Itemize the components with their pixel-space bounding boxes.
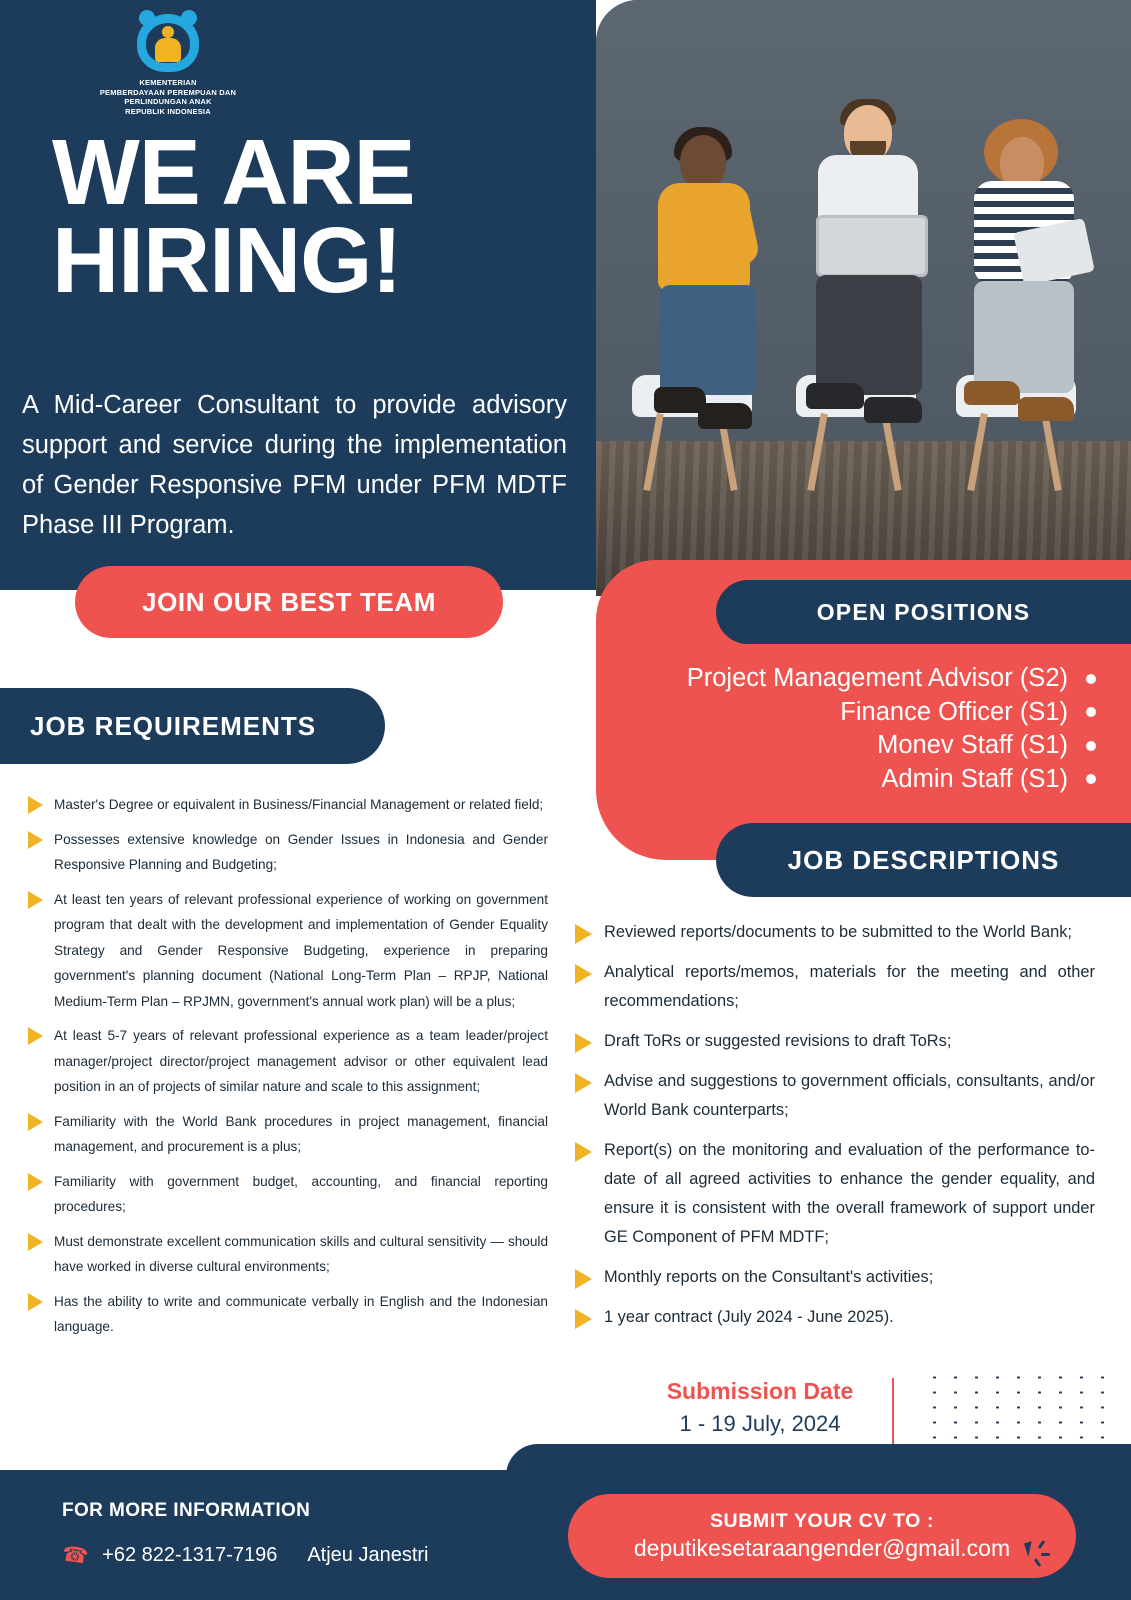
- position-label: Admin Staff (S1): [881, 764, 1068, 793]
- list-item: [596, 763, 1096, 797]
- list-item: [28, 1109, 548, 1160]
- list-item: [575, 1027, 1095, 1056]
- description-text: Analytical reports/memos, materials for the meeting and other recommendations;: [604, 963, 1095, 1010]
- list-item: [28, 1289, 548, 1340]
- job-descriptions-header: JOB DESCRIPTIONS: [716, 823, 1131, 897]
- triangle-bullet-icon: [28, 1233, 43, 1251]
- requirement-text: Must demonstrate excellent communication skills and cultural sensitivity — should have worked in diverse cultural environments;: [54, 1233, 548, 1274]
- bullet-dot-icon: [1086, 707, 1096, 717]
- requirement-text: At least ten years of relevant professional experience of working on government program that dealt with the development and implementation of Gender Equality Strategy and Gender Responsive Budgeting, experience in preparing government's planning document (National Long-Term Plan – RPJP, National Medium-Term Plan – RPJMN, government's annual work plan) will be a plus;: [54, 891, 548, 1009]
- list-item: [575, 918, 1095, 947]
- description-text: Monthly reports on the Consultant's activities;: [604, 1268, 934, 1286]
- join-our-best-team-button[interactable]: JOIN OUR BEST TEAM: [75, 566, 503, 638]
- triangle-bullet-icon: [575, 1309, 592, 1329]
- person-left: [636, 135, 766, 465]
- triangle-bullet-icon: [575, 1142, 592, 1162]
- list-item: [596, 729, 1096, 763]
- description-text: Advise and suggestions to government officials, consultants, and/or World Bank counterparts;: [604, 1072, 1095, 1119]
- position-label: Monev Staff (S1): [877, 731, 1068, 759]
- requirement-text: Has the ability to write and communicate verbally in English and the Indonesian language.: [54, 1293, 548, 1334]
- list-item: [575, 1263, 1095, 1292]
- submit-cv-email[interactable]: deputikesetaraangender@gmail.com: [633, 1535, 1011, 1561]
- triangle-bullet-icon: [575, 1269, 592, 1289]
- requirement-text: Master's Degree or equivalent in Business/Financial Management or related field;: [54, 797, 544, 812]
- list-item: [596, 696, 1096, 730]
- requirement-text: At least 5-7 years of relevant professional experience as a team leader/project manager/project director/project management advisor or other equivalent lead position in an of projects of similar nature and scale to this assignment;: [54, 1028, 548, 1094]
- contact-person-name: Atjeu Janestri: [307, 1544, 429, 1566]
- phone-number[interactable]: +62 822-1317-7196: [102, 1544, 278, 1566]
- job-descriptions-list: [575, 918, 1095, 1343]
- triangle-bullet-icon: [575, 924, 592, 944]
- cursor-icon: [1022, 1540, 1048, 1566]
- list-item: [596, 662, 1096, 696]
- list-item: [28, 1169, 548, 1220]
- submission-date-value: 1 - 19 July, 2024: [679, 1411, 841, 1436]
- triangle-bullet-icon: [28, 831, 43, 849]
- phone-icon: ☎: [60, 1542, 90, 1569]
- ministry-line-3: REPUBLIK INDONESIA: [125, 106, 211, 116]
- triangle-bullet-icon: [28, 1173, 43, 1191]
- ministry-line-1: KEMENTERIAN: [139, 78, 197, 87]
- description-text: Reviewed reports/documents to be submitted to the World Bank;: [604, 923, 1072, 941]
- hero-subtitle: A Mid-Career Consultant to provide advisory support and service during the implementation of Gender Responsive PFM under PFM MDTF Phase III Program.: [22, 391, 567, 539]
- position-label: Project Management Advisor (S2): [686, 664, 1068, 692]
- requirement-text: Familiarity with the World Bank procedures in project management, financial management, and procurement is a plus;: [54, 1113, 548, 1154]
- open-positions-list: [596, 662, 1096, 796]
- bullet-dot-icon: [1086, 774, 1096, 784]
- description-text: Report(s) on the monitoring and evaluation of the performance to-date of all agreed activities to enhance the gender equality, and ensure it is consistent with the overall framework of support under GE Component of PFM MDTF;: [604, 1141, 1095, 1246]
- divider: [892, 1378, 894, 1452]
- ministry-logo: [78, 12, 258, 116]
- triangle-bullet-icon: [28, 891, 43, 909]
- triangle-bullet-icon: [575, 1033, 592, 1053]
- list-item: [28, 1023, 548, 1100]
- triangle-bullet-icon: [28, 1293, 43, 1311]
- list-item: [575, 1303, 1095, 1332]
- submit-cv-button[interactable]: [568, 1494, 1076, 1578]
- triangle-bullet-icon: [575, 964, 592, 984]
- description-text: Draft ToRs or suggested revisions to draft ToRs;: [604, 1032, 952, 1050]
- ministry-line-2: PEMBERDAYAAN PEREMPUAN DAN PERLINDUNGAN ANAK: [99, 87, 237, 106]
- triangle-bullet-icon: [28, 796, 43, 814]
- triangle-bullet-icon: [28, 1113, 43, 1131]
- more-information-label: FOR MORE INFORMATION: [62, 1500, 311, 1521]
- list-item: [575, 958, 1095, 1016]
- person-center-with-laptop: [792, 105, 942, 465]
- open-positions-header: OPEN POSITIONS: [716, 580, 1131, 644]
- list-item: [28, 887, 548, 1015]
- list-item: [28, 792, 548, 818]
- candidates-waiting-photo: [596, 0, 1131, 596]
- ministry-logo-icon: [133, 12, 203, 74]
- triangle-bullet-icon: [28, 1027, 43, 1045]
- requirement-text: Possesses extensive knowledge on Gender Issues in Indonesia and Gender Responsive Planning and Budgeting;: [54, 831, 548, 872]
- list-item: [575, 1136, 1095, 1252]
- contact-row: [62, 1543, 429, 1568]
- submission-date-block: [640, 1378, 880, 1437]
- requirement-text: Familiarity with government budget, accounting, and financial reporting procedures;: [54, 1173, 548, 1214]
- bullet-dot-icon: [1086, 741, 1096, 751]
- submit-cv-label: SUBMIT YOUR CV TO :: [709, 1510, 935, 1532]
- list-item: [28, 1229, 548, 1280]
- job-requirements-list: [28, 792, 548, 1349]
- ministry-name: [78, 78, 258, 116]
- position-label: Finance Officer (S1): [840, 697, 1068, 726]
- page-title: WE ARE HIRING!: [52, 120, 415, 312]
- job-requirements-header: JOB REQUIREMENTS: [0, 688, 385, 764]
- description-text: 1 year contract (July 2024 - June 2025).: [604, 1308, 894, 1326]
- person-right-with-tablet: [948, 129, 1098, 465]
- submission-date-label: Submission Date: [666, 1378, 854, 1404]
- bullet-dot-icon: [1086, 674, 1096, 684]
- list-item: [28, 827, 548, 878]
- list-item: [575, 1067, 1095, 1125]
- triangle-bullet-icon: [575, 1073, 592, 1093]
